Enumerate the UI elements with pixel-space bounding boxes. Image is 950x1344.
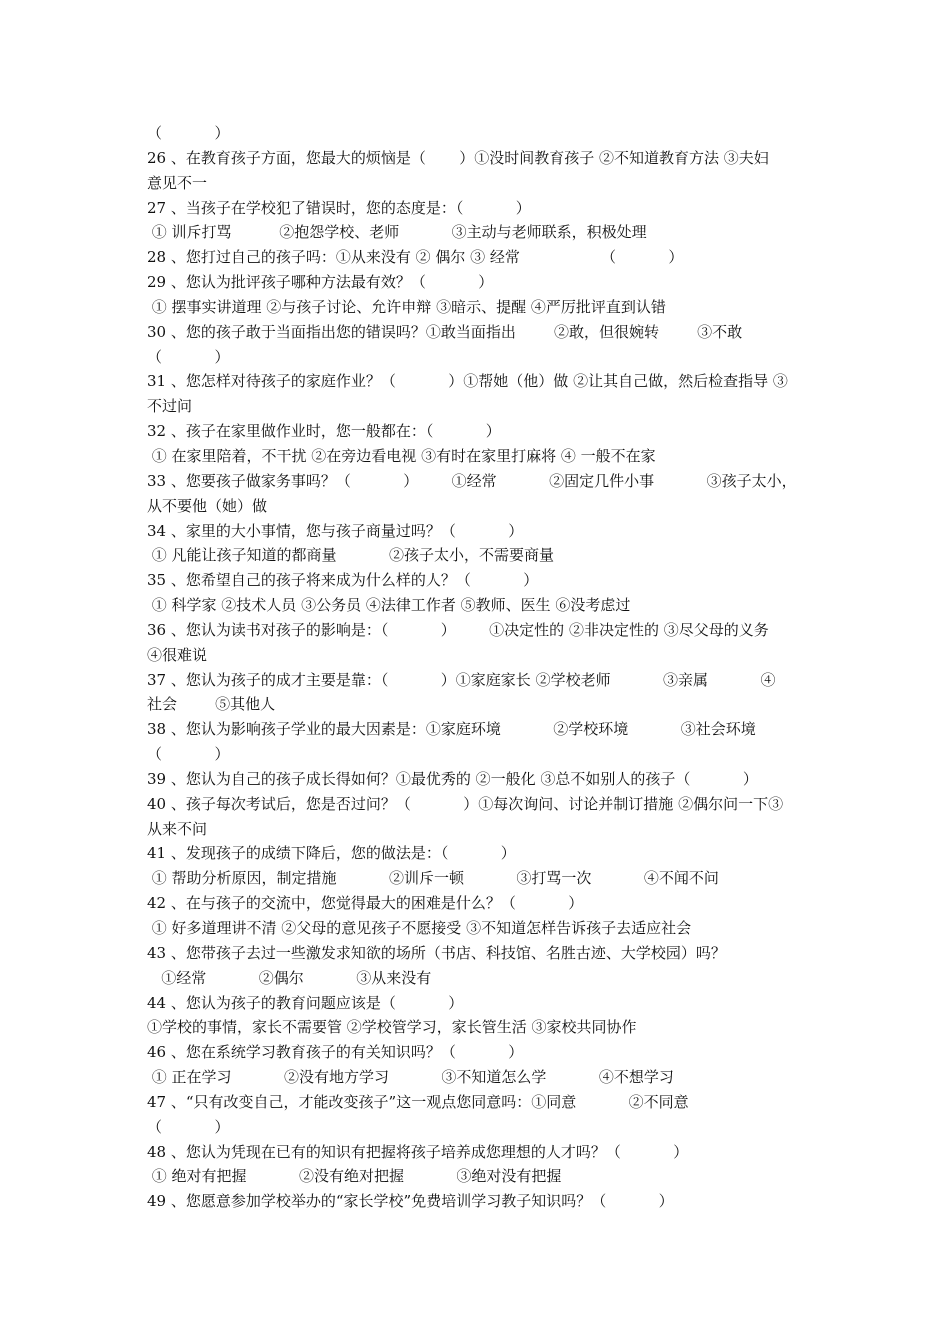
question-41: 41 、发现孩子的成绩下降后，您的做法是：（ ）	[147, 844, 516, 863]
question-39: 39 、您认为自己的孩子成长得如何？①最优秀的 ②一般化 ③总不如别人的孩子（ ）	[147, 769, 758, 788]
question-35: 35 、您希望自己的孩子将来成为什么样的人？（ ）	[147, 571, 539, 590]
answer-options: ①经常 ②偶尔 ③从来没有	[147, 968, 432, 987]
question-28: 28 、您打过自己的孩子吗：①从来没有 ② 偶尔 ③ 经常 （ ）	[147, 248, 684, 267]
text-line: （ ）	[147, 745, 230, 764]
question-49: 49 、您愿意参加学校举办的“家长学校”免费培训学习教子知识吗？（ ）	[147, 1192, 674, 1211]
question-44: 44 、您认为孩子的教育问题应该是（ ）	[147, 993, 464, 1012]
question-27: 27 、当孩子在学校犯了错误时，您的态度是：（ ）	[147, 198, 531, 217]
question-26: 26 、在教育孩子方面，您最大的烦恼是（ ）①没时间教育孩子 ②不知道教育方法 ③夫妇	[147, 148, 769, 167]
text-line: 从不要他（她）做	[147, 496, 268, 515]
question-32: 32 、孩子在家里做作业时，您一般都在：（ ）	[147, 422, 501, 441]
question-42: 42 、在与孩子的交流中，您觉得最大的困难是什么？（ ）	[147, 894, 584, 913]
question-36: 36 、您认为读书对孩子的影响是：（ ） ①决定性的 ②非决定性的 ③尽父母的义务	[147, 620, 769, 639]
answer-options: ① 绝对有把握 ②没有绝对把握 ③绝对没有把握	[147, 1167, 562, 1186]
answer-options: ① 正在学习 ②没有地方学习 ③不知道怎么学 ④不想学习	[147, 1068, 674, 1087]
text-line: 社会 ⑤其他人	[147, 695, 276, 714]
question-29: 29 、您认为批评孩子哪种方法最有效？（ ）	[147, 273, 494, 292]
answer-options: ① 科学家 ②技术人员 ③公务员 ④法律工作者 ⑤教师、医生 ⑥没考虑过	[147, 596, 631, 615]
answer-options: ① 帮助分析原因，制定措施 ②训斥一顿 ③打骂一次 ④不闻不问	[147, 869, 719, 888]
question-30: 30 、您的孩子敢于当面指出您的错误吗？①敢当面指出 ②敢，但很婉转 ③不敢	[147, 322, 743, 341]
text-line: （ ）	[147, 1117, 230, 1136]
text-line: ④很难说	[147, 645, 208, 664]
answer-options: ① 好多道理讲不清 ②父母的意见孩子不愿接受 ③不知道怎样告诉孩子去适应社会	[147, 919, 692, 937]
text-line: 意见不一	[147, 173, 208, 192]
question-43: 43 、您带孩子去过一些激发求知欲的场所（书店、科技馆、名胜古迹、大学校园）吗？	[147, 943, 726, 962]
question-34: 34 、家里的大小事情，您与孩子商量过吗？（ ）	[147, 521, 524, 540]
answer-options: ① 摆事实讲道理 ②与孩子讨论、允许申辩 ③暗示、提醒 ④严厉批评直到认错	[147, 297, 666, 316]
question-37: 37 、您认为孩子的成才主要是靠：（ ）①家庭家长 ②学校老师 ③亲属 ④	[147, 670, 776, 689]
text-line: 不过问	[147, 397, 193, 416]
question-46: 46 、您在系统学习教育孩子的有关知识吗？（ ）	[147, 1043, 524, 1062]
question-40: 40 、孩子每次考试后，您是否过问？（ ）①每次询问、讨论并制订措施 ②偶尔问一下③	[147, 794, 784, 813]
question-48: 48 、您认为凭现在已有的知识有把握将孩子培养成您理想的人才吗？（ ）	[147, 1142, 689, 1161]
question-33: 33 、您要孩子做家务事吗？（ ） ①经常 ②固定几件小事 ③孩子太小，	[147, 471, 797, 490]
text-line: （ ）	[147, 347, 230, 366]
text-line: （ ）	[147, 124, 230, 142]
answer-options: ① 训斥打骂 ②抱怨学校、老师 ③主动与老师联系，积极处理	[147, 223, 647, 242]
question-38: 38 、您认为影响孩子学业的最大因素是：①家庭环境 ②学校环境 ③社会环境	[147, 720, 756, 739]
text-line: 从来不问	[147, 819, 208, 838]
answer-options: ①学校的事情，家长不需要管 ②学校管学习，家长管生活 ③家校共同协作	[147, 1018, 637, 1037]
question-31: 31 、您怎样对待孩子的家庭作业？（ ）①帮她（他）做 ②让其自己做，然后检查指导 ③	[147, 372, 788, 391]
question-47: 47 、“只有改变自己，才能改变孩子”这一观点您同意吗：①同意 ②不同意	[147, 1092, 689, 1111]
answer-options: ① 在家里陪着，不干扰 ②在旁边看电视 ③有时在家里打麻将 ④ 一般不在家	[147, 446, 656, 465]
answer-options: ① 凡能让孩子知道的都商量 ②孩子太小，不需要商量	[147, 546, 554, 565]
questionnaire-text	[147, 121, 817, 1214]
